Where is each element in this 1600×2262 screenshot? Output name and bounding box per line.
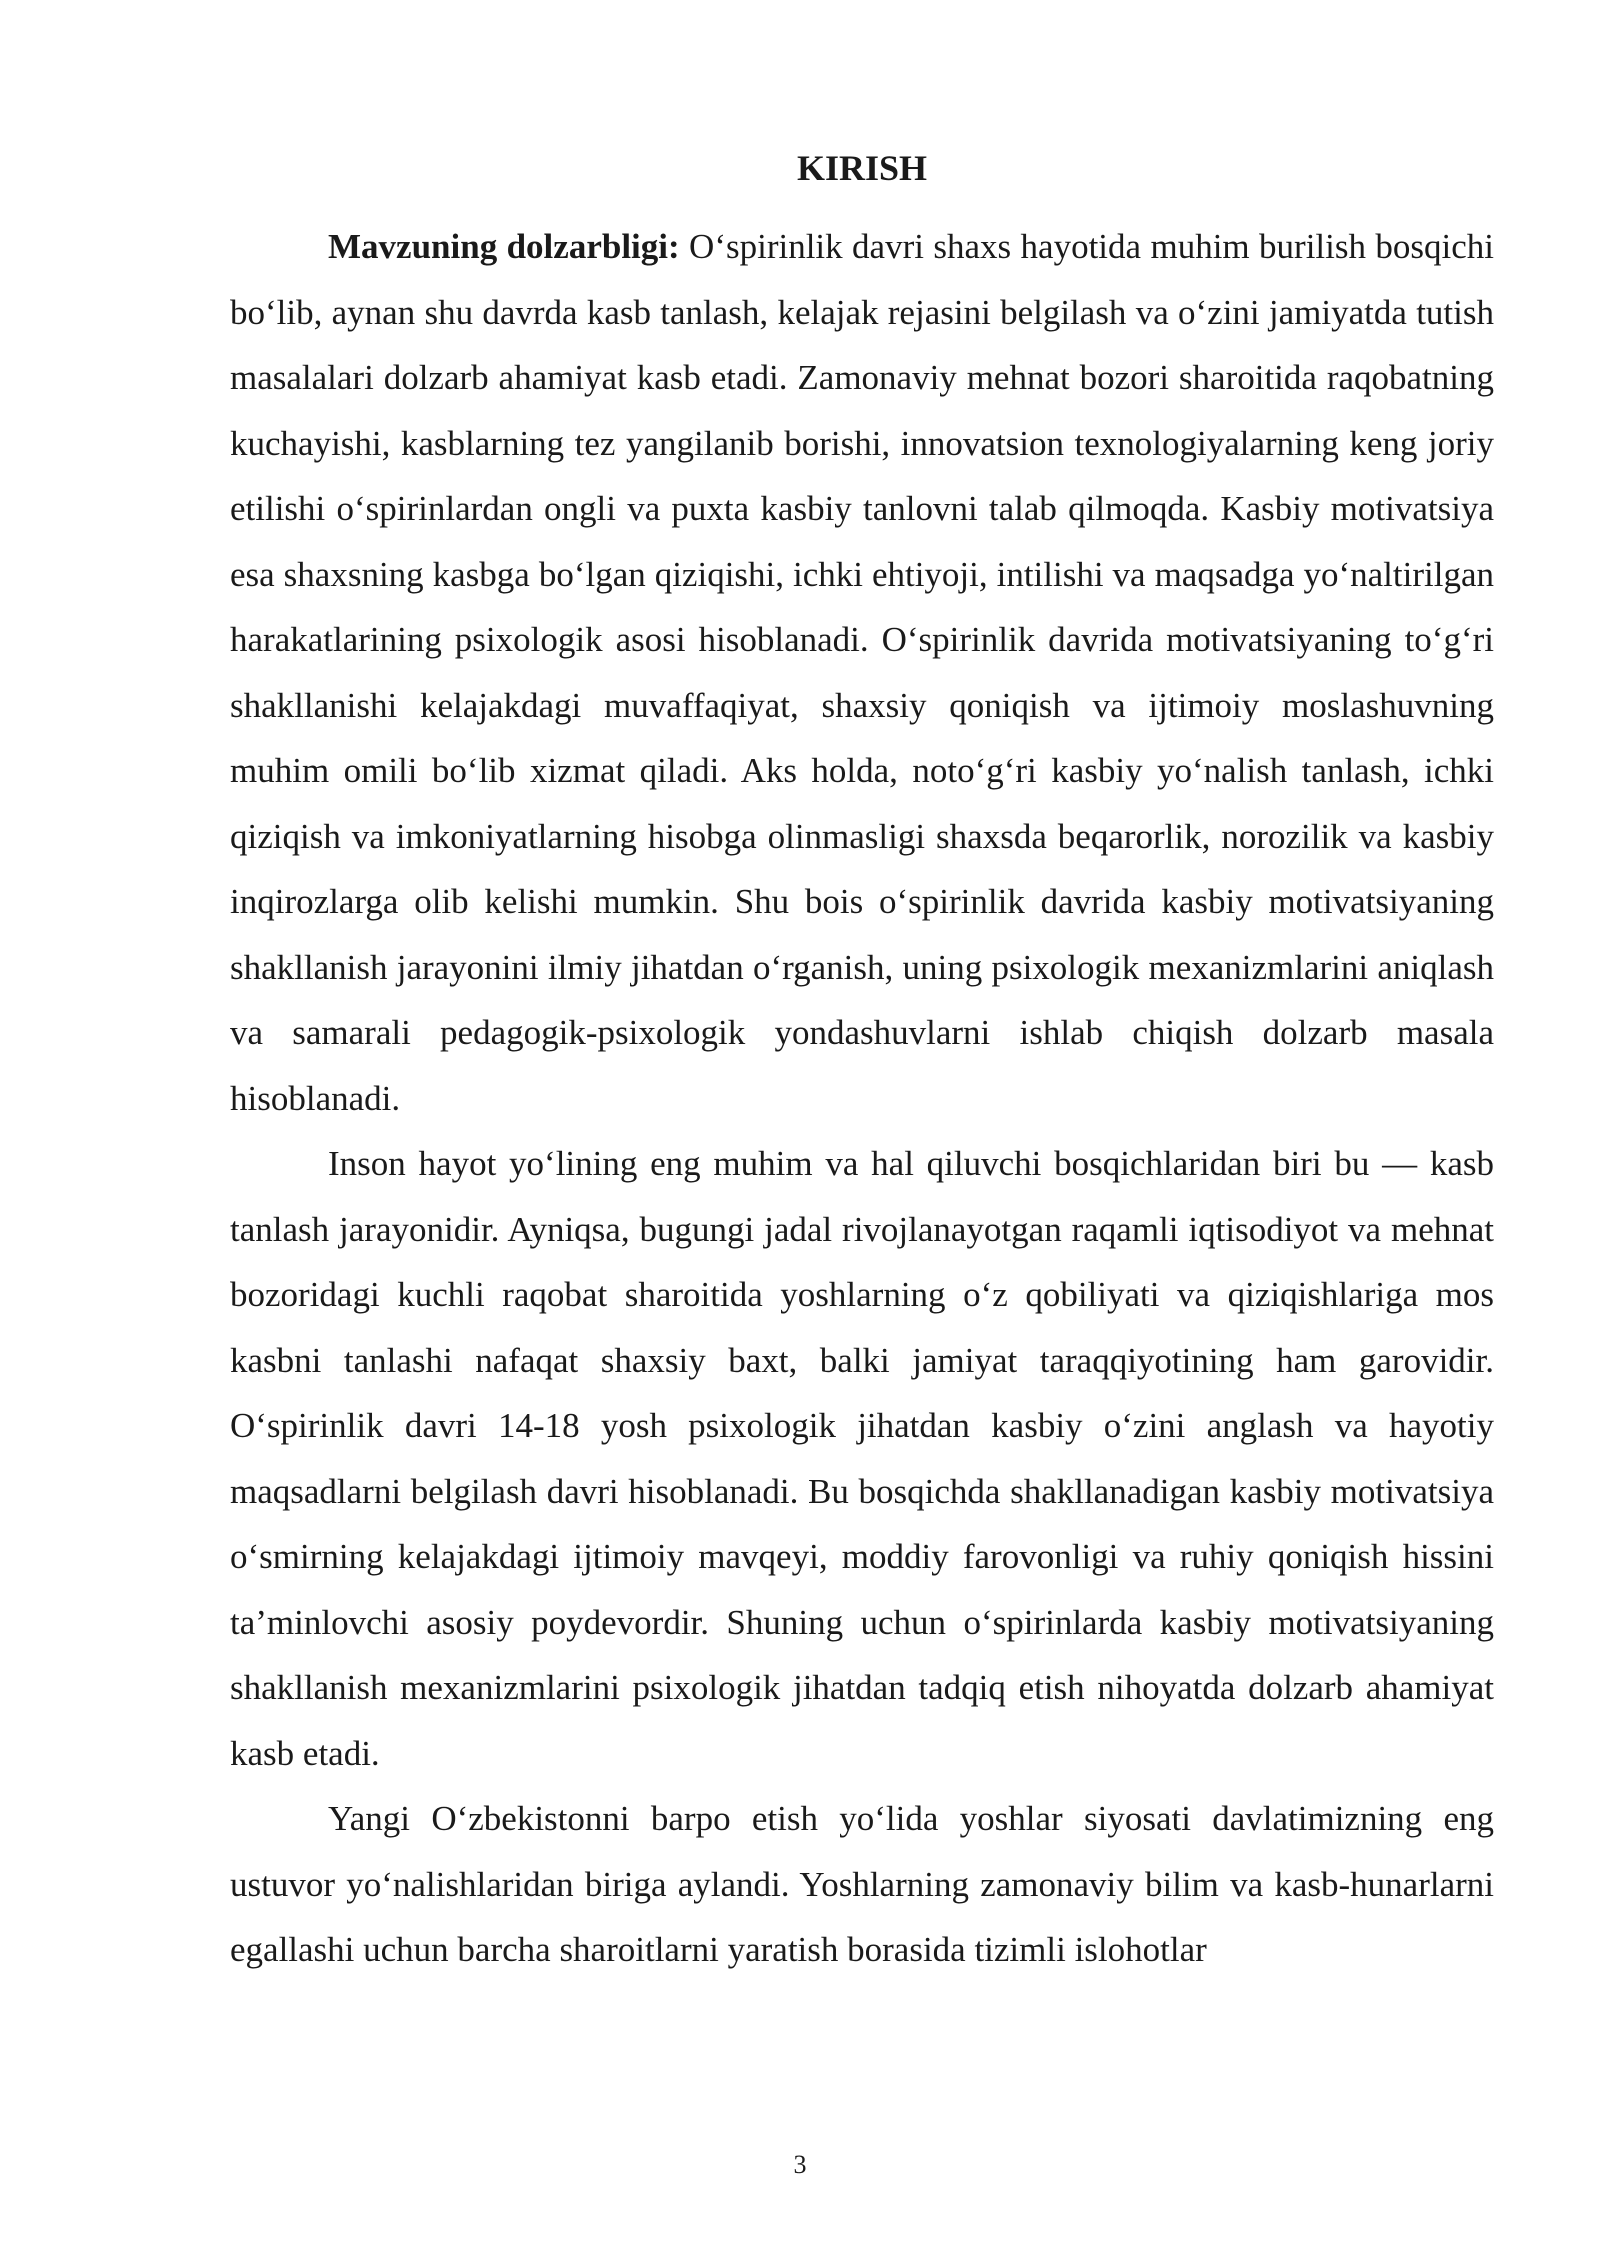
section-heading: KIRISH [796,148,928,188]
paragraph-text: Inson hayot yo‘lining eng muhim va hal qiluvchi bosqichlaridan biri bu — kasb tanlash jarayonidir. Ayniqsa, bugungi jadal rivojlanayotgan raqamli iqtisodiyot va mehnat bozoridagi kuchli raqobat sharoitida yoshlarning o‘z qobiliyati va qiziqishlariga mos kasbni tanlashi nafaqat shaxsiy baxt, balki jamiyat taraqqiyotining ham garovidir. O‘spirinlik davri 14-18 yosh psixologik jihatdan kasbiy o‘zini anglash va hayotiy maqsadlarni belgilash davri hisoblanadi. Bu bosqichda shakllanadigan kasbiy motivatsiya o‘smirning kelajakdagi ijtimoiy mavqeyi, moddiy farovonligi va ruhiy qoniqish hissini ta’minlovchi asosiy poydevordir. Shuning uchun o‘spirinlarda kasbiy motivatsiyaning shakllanish mexanizmlarini psixologik jihatdan tadqiq etish nihoyatda dolzarb ahamiyat kasb etadi. [230,1144,1494,1773]
page-number: 3 [793,2150,807,2179]
paragraph-career-choice [230,1131,1494,1786]
paragraph-lead: Mavzuning dolzarbligi: [328,227,680,266]
paragraph-youth-policy [230,1786,1494,1983]
paragraph-text: O‘spirinlik davri shaxs hayotida muhim burilish bosqichi bo‘lib, aynan shu davrda kasb tanlash, kelajak rejasini belgilash va o‘zini jamiyatda tutish masalalari dolzarb ahamiyat kasb etadi. Zamonaviy mehnat bozori sharoitida raqobatning kuchayishi, kasblarning tez yangilanib borishi, innovatsion texnologiyalarning keng joriy etilishi o‘spirinlardan ongli va puxta kasbiy tanlovni talab qilmoqda. Kasbiy motivatsiya esa shaxsning kasbga bo‘lgan qiziqishi, ichki ehtiyoji, intilishi va maqsadga yo‘naltirilgan harakatlarining psixologik asosi hisoblanadi. O‘spirinlik davrida motivatsiyaning to‘g‘ri shakllanishi kelajakdagi muvaffaqiyat, shaxsiy qoniqish va ijtimoiy moslashuvning muhim omili bo‘lib xizmat qiladi. Aks holda, noto‘g‘ri kasbiy yo‘nalish tanlash, ichki qiziqish va imkoniyatlarning hisobga olinmasligi shaxsda beqarorlik, norozilik va kasbiy inqirozlarga olib kelishi mumkin. Shu bois o‘spirinlik davrida kasbiy motivatsiyaning shakllanish jarayonini ilmiy jihatdan o‘rganish, uning psixologik mexanizmlarini aniqlash va samarali pedagogik-psixologik yondashuvlarni ishlab chiqish dolzarb masala hisoblanadi. [230,227,1494,1118]
paragraph-text: Yangi O‘zbekistonni barpo etish yo‘lida yoshlar siyosati davlatimizning eng ustuvor yo‘nalishlaridan biriga aylandi. Yoshlarning zamonaviy bilim va kasb-hunarlarni egallashi uchun barcha sharoitlarni yaratish borasida tizimli islohotlar [230,1799,1494,1969]
document-page [230,148,1494,1983]
paragraph-relevance [230,214,1494,1131]
